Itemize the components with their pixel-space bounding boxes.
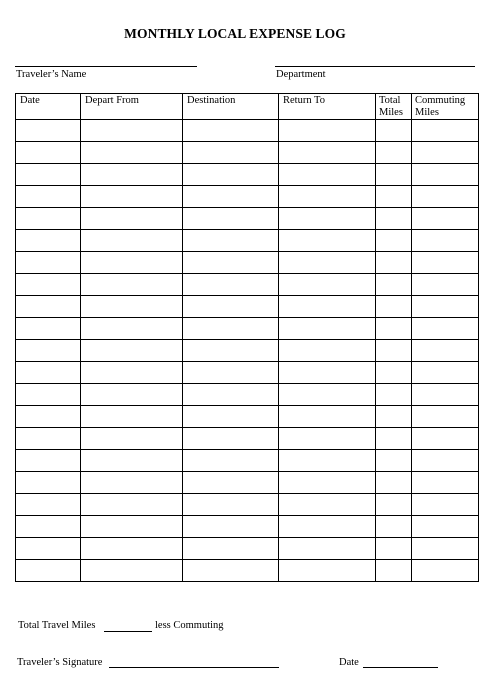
table-row [16, 252, 479, 274]
cell-commuting-miles[interactable] [412, 560, 479, 582]
cell-destination[interactable] [183, 142, 279, 164]
cell-destination[interactable] [183, 252, 279, 274]
cell-destination[interactable] [183, 516, 279, 538]
column-header-depart-from: Depart From [81, 94, 183, 120]
cell-return-to[interactable] [279, 230, 376, 252]
date-label: Date [339, 657, 359, 668]
cell-depart-from[interactable] [81, 296, 183, 318]
cell-date[interactable] [16, 472, 81, 494]
cell-depart-from[interactable] [81, 230, 183, 252]
column-header-return-to: Return To [279, 94, 376, 120]
cell-date[interactable] [16, 120, 81, 142]
cell-total-miles[interactable] [376, 516, 412, 538]
cell-return-to[interactable] [279, 428, 376, 450]
cell-date[interactable] [16, 450, 81, 472]
less-commuting-label: less Commuting [155, 620, 224, 631]
table-row [16, 538, 479, 560]
cell-commuting-miles[interactable] [412, 120, 479, 142]
cell-return-to[interactable] [279, 340, 376, 362]
table-row [16, 472, 479, 494]
table-row [16, 340, 479, 362]
signature-line[interactable] [109, 667, 279, 668]
department-label: Department [276, 69, 326, 80]
cell-destination[interactable] [183, 362, 279, 384]
cell-commuting-miles[interactable] [412, 538, 479, 560]
cell-depart-from[interactable] [81, 186, 183, 208]
cell-return-to[interactable] [279, 494, 376, 516]
cell-depart-from[interactable] [81, 340, 183, 362]
cell-date[interactable] [16, 384, 81, 406]
table-row [16, 208, 479, 230]
cell-destination[interactable] [183, 208, 279, 230]
cell-date[interactable] [16, 362, 81, 384]
cell-total-miles[interactable] [376, 274, 412, 296]
cell-destination[interactable] [183, 230, 279, 252]
cell-return-to[interactable] [279, 538, 376, 560]
cell-date[interactable] [16, 494, 81, 516]
table-row [16, 362, 479, 384]
column-header-total-miles: Total Miles [376, 94, 412, 120]
cell-depart-from[interactable] [81, 142, 183, 164]
cell-return-to[interactable] [279, 274, 376, 296]
cell-depart-from[interactable] [81, 560, 183, 582]
cell-commuting-miles[interactable] [412, 230, 479, 252]
cell-total-miles[interactable] [376, 384, 412, 406]
cell-commuting-miles[interactable] [412, 186, 479, 208]
table-row [16, 164, 479, 186]
cell-date[interactable] [16, 142, 81, 164]
cell-return-to[interactable] [279, 186, 376, 208]
cell-depart-from[interactable] [81, 208, 183, 230]
cell-total-miles[interactable] [376, 494, 412, 516]
column-header-commuting-miles: Commuting Miles [412, 94, 479, 120]
cell-date[interactable] [16, 252, 81, 274]
cell-destination[interactable] [183, 428, 279, 450]
expense-log-table [15, 93, 479, 582]
cell-total-miles[interactable] [376, 164, 412, 186]
cell-depart-from[interactable] [81, 164, 183, 186]
cell-depart-from[interactable] [81, 494, 183, 516]
cell-return-to[interactable] [279, 450, 376, 472]
column-header-date: Date [16, 94, 81, 120]
cell-commuting-miles[interactable] [412, 340, 479, 362]
cell-destination[interactable] [183, 164, 279, 186]
cell-date[interactable] [16, 340, 81, 362]
cell-total-miles[interactable] [376, 120, 412, 142]
travelers-name-label: Traveler’s Name [16, 69, 87, 80]
cell-depart-from[interactable] [81, 516, 183, 538]
cell-commuting-miles[interactable] [412, 384, 479, 406]
cell-commuting-miles[interactable] [412, 318, 479, 340]
travelers-name-line[interactable] [15, 66, 197, 67]
cell-total-miles[interactable] [376, 362, 412, 384]
cell-destination[interactable] [183, 274, 279, 296]
cell-depart-from[interactable] [81, 252, 183, 274]
cell-destination[interactable] [183, 296, 279, 318]
table-row [16, 186, 479, 208]
cell-date[interactable] [16, 164, 81, 186]
cell-destination[interactable] [183, 538, 279, 560]
cell-return-to[interactable] [279, 142, 376, 164]
cell-depart-from[interactable] [81, 472, 183, 494]
cell-return-to[interactable] [279, 252, 376, 274]
cell-commuting-miles[interactable] [412, 362, 479, 384]
cell-date[interactable] [16, 560, 81, 582]
cell-return-to[interactable] [279, 362, 376, 384]
table-row [16, 516, 479, 538]
cell-total-miles[interactable] [376, 252, 412, 274]
cell-return-to[interactable] [279, 318, 376, 340]
cell-date[interactable] [16, 230, 81, 252]
cell-total-miles[interactable] [376, 186, 412, 208]
table-row [16, 230, 479, 252]
travelers-signature-label: Traveler’s Signature [17, 657, 103, 668]
cell-return-to[interactable] [279, 472, 376, 494]
cell-date[interactable] [16, 274, 81, 296]
table-row [16, 296, 479, 318]
cell-destination[interactable] [183, 450, 279, 472]
cell-total-miles[interactable] [376, 538, 412, 560]
cell-date[interactable] [16, 538, 81, 560]
cell-depart-from[interactable] [81, 428, 183, 450]
cell-destination[interactable] [183, 340, 279, 362]
department-line[interactable] [275, 66, 475, 67]
cell-commuting-miles[interactable] [412, 516, 479, 538]
cell-commuting-miles[interactable] [412, 494, 479, 516]
cell-depart-from[interactable] [81, 538, 183, 560]
table-row [16, 450, 479, 472]
table-body [16, 120, 479, 582]
table-row [16, 142, 479, 164]
cell-destination[interactable] [183, 472, 279, 494]
date-line[interactable] [363, 667, 438, 668]
total-travel-miles-label: Total Travel Miles [18, 620, 96, 631]
table-header-row [16, 94, 479, 120]
cell-commuting-miles[interactable] [412, 208, 479, 230]
cell-depart-from[interactable] [81, 274, 183, 296]
cell-date[interactable] [16, 296, 81, 318]
table-row [16, 120, 479, 142]
table-row [16, 560, 479, 582]
cell-depart-from[interactable] [81, 406, 183, 428]
cell-return-to[interactable] [279, 560, 376, 582]
cell-date[interactable] [16, 516, 81, 538]
cell-total-miles[interactable] [376, 318, 412, 340]
cell-return-to[interactable] [279, 406, 376, 428]
cell-depart-from[interactable] [81, 318, 183, 340]
cell-date[interactable] [16, 428, 81, 450]
cell-date[interactable] [16, 318, 81, 340]
cell-date[interactable] [16, 208, 81, 230]
cell-return-to[interactable] [279, 208, 376, 230]
cell-commuting-miles[interactable] [412, 252, 479, 274]
table-row [16, 428, 479, 450]
cell-commuting-miles[interactable] [412, 296, 479, 318]
cell-date[interactable] [16, 186, 81, 208]
cell-depart-from[interactable] [81, 120, 183, 142]
cell-total-miles[interactable] [376, 450, 412, 472]
cell-destination[interactable] [183, 384, 279, 406]
cell-return-to[interactable] [279, 384, 376, 406]
cell-commuting-miles[interactable] [412, 142, 479, 164]
cell-total-miles[interactable] [376, 230, 412, 252]
table-row [16, 384, 479, 406]
table-row [16, 274, 479, 296]
cell-return-to[interactable] [279, 296, 376, 318]
table-row [16, 318, 479, 340]
cell-total-miles[interactable] [376, 296, 412, 318]
cell-commuting-miles[interactable] [412, 428, 479, 450]
cell-return-to[interactable] [279, 120, 376, 142]
cell-destination[interactable] [183, 120, 279, 142]
cell-return-to[interactable] [279, 164, 376, 186]
cell-total-miles[interactable] [376, 406, 412, 428]
cell-commuting-miles[interactable] [412, 406, 479, 428]
cell-total-miles[interactable] [376, 560, 412, 582]
column-header-destination: Destination [183, 94, 279, 120]
cell-total-miles[interactable] [376, 472, 412, 494]
cell-destination[interactable] [183, 494, 279, 516]
cell-commuting-miles[interactable] [412, 450, 479, 472]
page-title: MONTHLY LOCAL EXPENSE LOG [124, 26, 346, 41]
cell-depart-from[interactable] [81, 450, 183, 472]
cell-return-to[interactable] [279, 516, 376, 538]
cell-destination[interactable] [183, 318, 279, 340]
table-row [16, 494, 479, 516]
cell-date[interactable] [16, 406, 81, 428]
cell-depart-from[interactable] [81, 362, 183, 384]
cell-destination[interactable] [183, 560, 279, 582]
table-row [16, 406, 479, 428]
cell-commuting-miles[interactable] [412, 472, 479, 494]
cell-total-miles[interactable] [376, 428, 412, 450]
cell-total-miles[interactable] [376, 340, 412, 362]
cell-commuting-miles[interactable] [412, 164, 479, 186]
cell-total-miles[interactable] [376, 208, 412, 230]
cell-depart-from[interactable] [81, 384, 183, 406]
cell-commuting-miles[interactable] [412, 274, 479, 296]
cell-destination[interactable] [183, 406, 279, 428]
cell-total-miles[interactable] [376, 142, 412, 164]
total-travel-miles-line[interactable] [104, 631, 152, 632]
cell-destination[interactable] [183, 186, 279, 208]
